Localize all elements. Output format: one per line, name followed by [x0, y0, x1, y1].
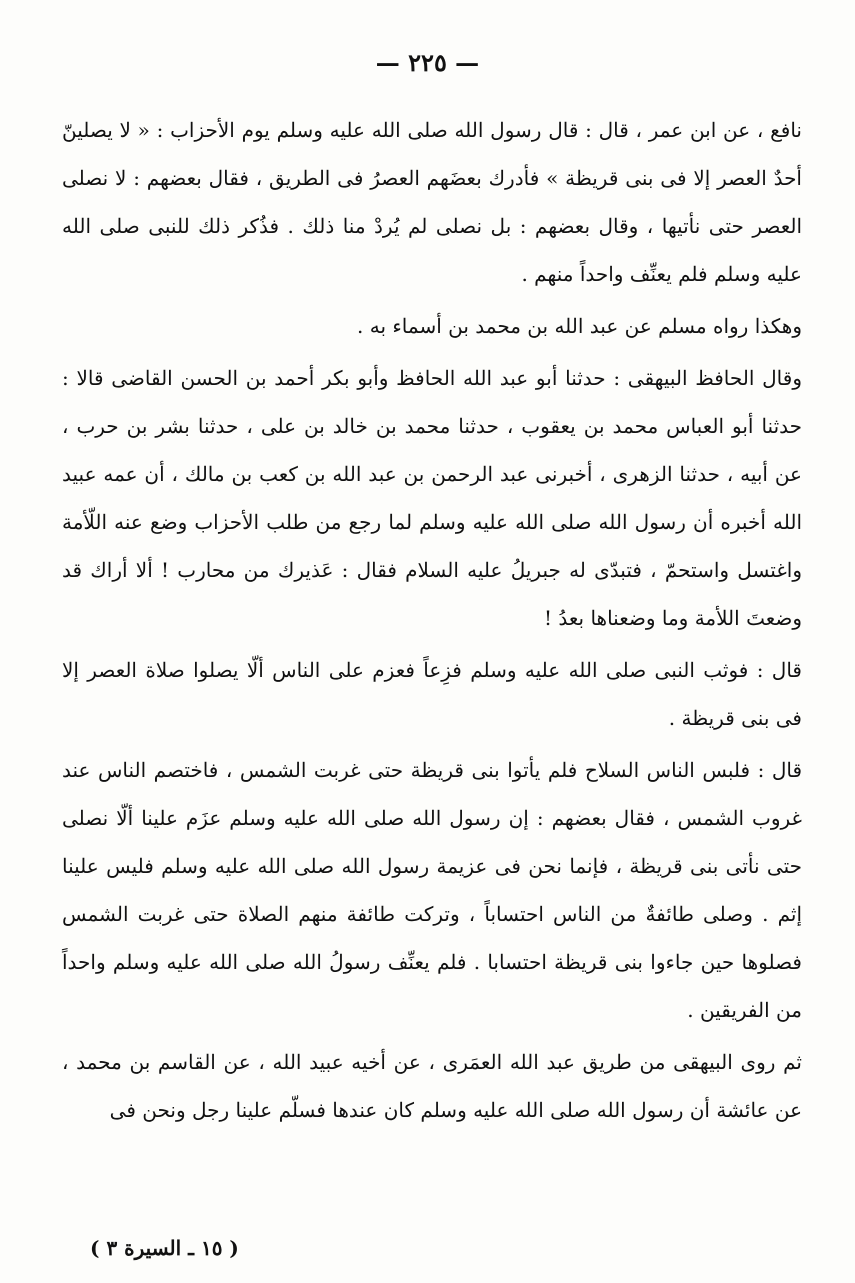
- paragraph-6: ثم روى البيهقى من طريق عبد الله العمَرى ، عن أخيه عبيد الله ، عن القاسم بن محمد ، عن عائشة أن رسول الله صلى الله عليه وسلم كان عندها فسلّم علينا رجل ونحن فى: [62, 1050, 802, 1122]
- paragraph-4: قال : فوثب النبى صلى الله عليه وسلم فزِعاً فعزم على الناس ألّا يصلوا صلاة العصر إلا فى بنى قريظة .: [62, 658, 802, 730]
- paragraph-1: نافع ، عن ابن عمر ، قال : قال رسول الله صلى الله عليه وسلم يوم الأحزاب : « لا يصلينّ أحدٌ العصر إلا فى بنى قريظة » فأدرك بعضَهم العصرُ فى الطريق ، فقال بعضهم : لا نصلى العصر حتى نأتيها ، وقال بعضهم : بل نصلى لم يُردْ منا ذلك . فذُكر ذلك للنبى صلى الله عليه وسلم فلم يعنِّف واحداً منهم .: [62, 118, 802, 286]
- page-footer-signature: ( ١٥ ـ السيرة ٣ ): [90, 1236, 239, 1260]
- paragraph-2: وهكذا رواه مسلم عن عبد الله بن محمد بن أسماء به .: [357, 314, 802, 338]
- paragraph-5: قال : فلبس الناس السلاح فلم يأتوا بنى قريظة حتى غربت الشمس ، فاختصم الناس عند غروب الشمس ، فقال بعضهم : إن رسول الله صلى الله عليه وسلم عزَم علينا ألّا نصلى حتى نأتى بنى قريظة ، فإنما نحن فى عزيمة رسول الله صلى الله عليه وسلم فليس علينا إثم . وصلى طائفةٌ من الناس احتساباً ، وتركت طائفة منهم الصلاة حتى غربت الشمس فصلوها حين جاءوا بنى قريظة احتسابا . فلم يعنِّف رسولُ الله صلى الله عليه وسلم واحداً من الفريقين .: [62, 758, 802, 1022]
- page-number: — ٢٢٥ —: [375, 48, 480, 77]
- paragraph-3: وقال الحافظ البيهقى : حدثنا أبو عبد الله الحافظ وأبو بكر أحمد بن الحسن القاضى قالا : حدثنا أبو العباس محمد بن يعقوب ، حدثنا محمد بن خالد بن على ، حدثنا بشر بن حرب ، عن أبيه ، حدثنا الزهرى ، أخبرنى عبد الرحمن بن عبد الله بن كعب بن مالك ، أن عمه عبيد الله أخبره أن رسول الله صلى الله عليه وسلم لما رجع من طلب الأحزاب وضع عنه اللّأمة واغتسل واستحمّ ، فتبدّى له جبريلُ عليه السلام فقال : عَذيرك من محارب ! ألا أراك قد وضعتَ اللأمة وما وضعناها بعدُ !: [62, 366, 802, 630]
- page-body: [62, 106, 802, 1134]
